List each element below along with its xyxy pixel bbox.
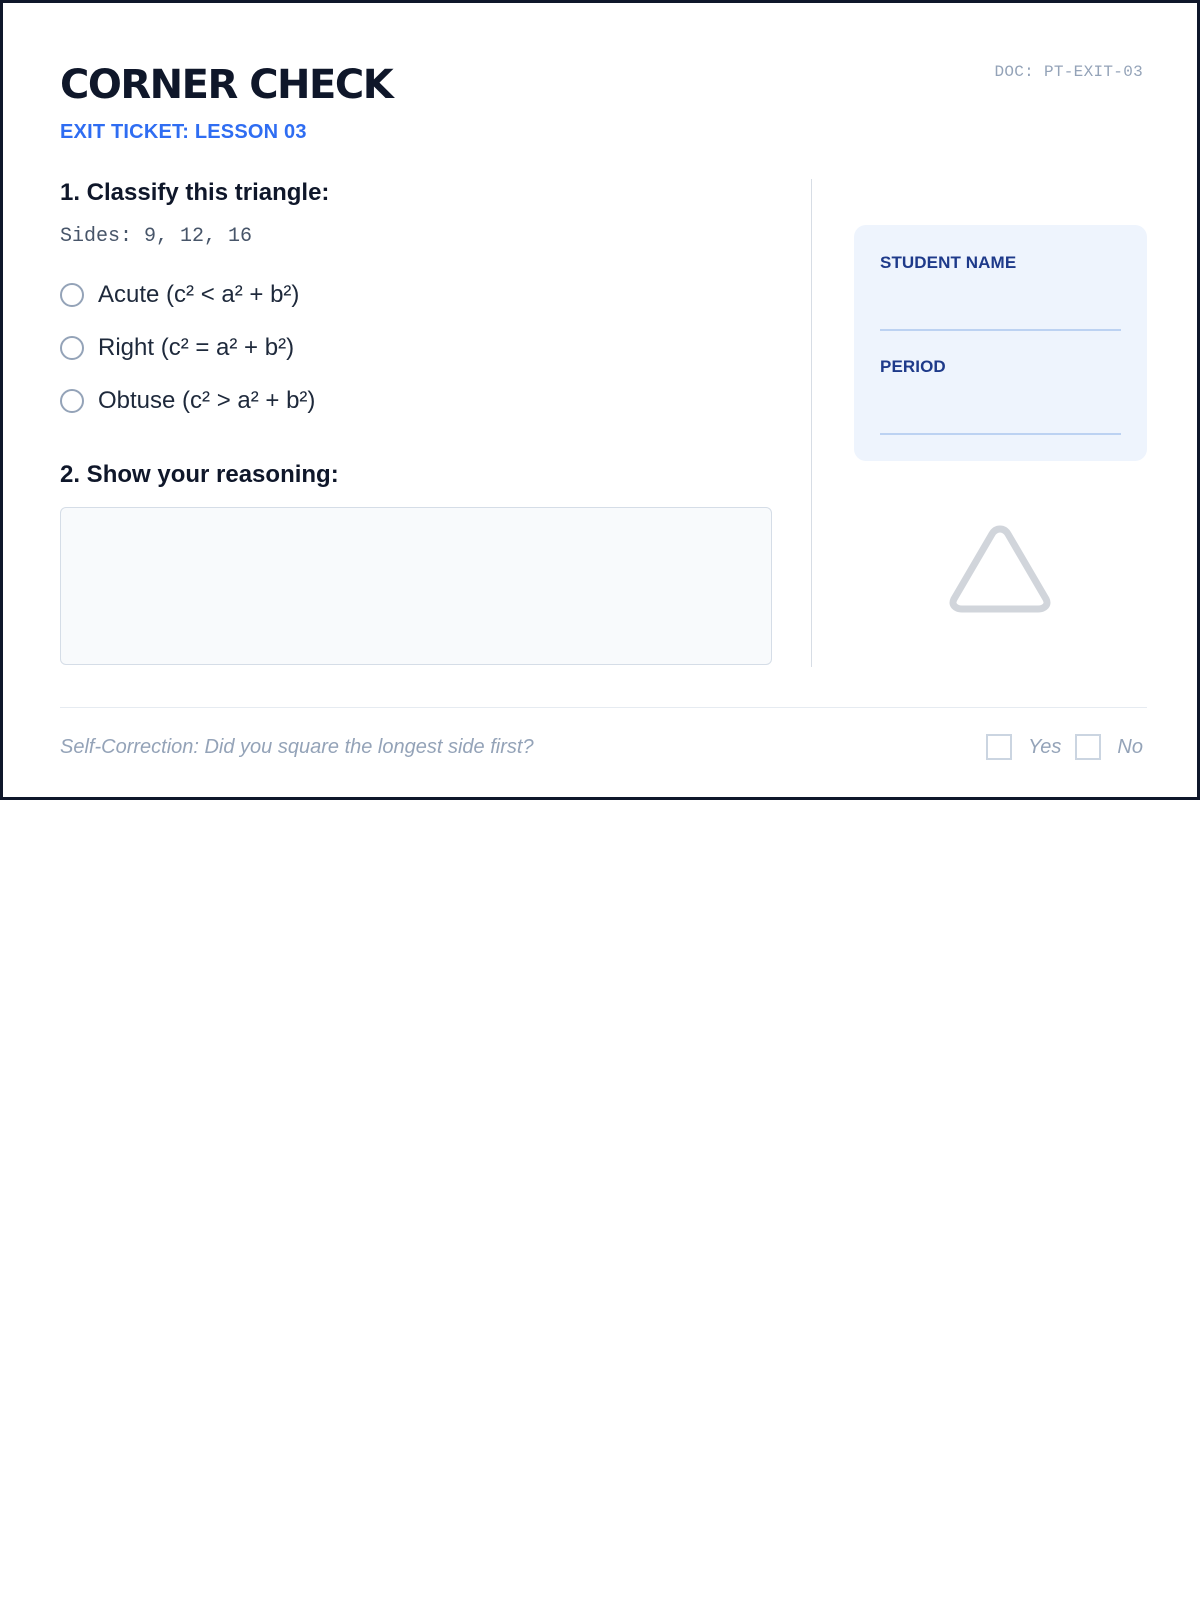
self-correction-prompt: Self-Correction: Did you square the longest side first? [60, 736, 534, 758]
option-obtuse-label: Obtuse (c² > a² + b²) [98, 386, 316, 414]
page-title: CORNER CHECK [60, 62, 393, 108]
reasoning-textarea[interactable] [60, 507, 772, 665]
header [60, 61, 392, 144]
radio-acute[interactable] [60, 283, 84, 307]
period-field[interactable] [880, 389, 1121, 435]
yes-label: Yes [1028, 735, 1062, 758]
radio-right[interactable] [60, 336, 84, 360]
question-1-heading: 1. Classify this triangle: [60, 179, 330, 206]
yes-checkbox[interactable] [986, 734, 1012, 760]
no-label: No [1117, 735, 1143, 758]
no-checkbox[interactable] [1075, 734, 1101, 760]
option-right[interactable] [60, 321, 772, 374]
questions-column [60, 179, 772, 670]
student-info-box [854, 225, 1147, 461]
triangle-sides: Sides: 9, 12, 16 [60, 225, 253, 248]
period-label: PERIOD [880, 357, 946, 376]
doc-id: DOC: PT-EXIT-03 [994, 63, 1143, 81]
self-correction-choices [986, 734, 1143, 760]
triangle-outline-icon [945, 521, 1055, 621]
option-acute-label: Acute (c² < a² + b²) [98, 280, 300, 308]
option-acute[interactable] [60, 268, 772, 321]
page-subtitle: EXIT TICKET: LESSON 03 [60, 121, 307, 143]
classification-options [60, 268, 772, 427]
column-divider [811, 179, 812, 667]
question-2-heading: 2. Show your reasoning: [60, 461, 339, 488]
option-obtuse[interactable] [60, 374, 772, 427]
student-name-label: STUDENT NAME [880, 253, 1017, 272]
radio-obtuse[interactable] [60, 389, 84, 413]
student-name-field[interactable] [880, 285, 1121, 331]
option-right-label: Right (c² = a² + b²) [98, 333, 295, 361]
footer-divider [60, 707, 1147, 708]
